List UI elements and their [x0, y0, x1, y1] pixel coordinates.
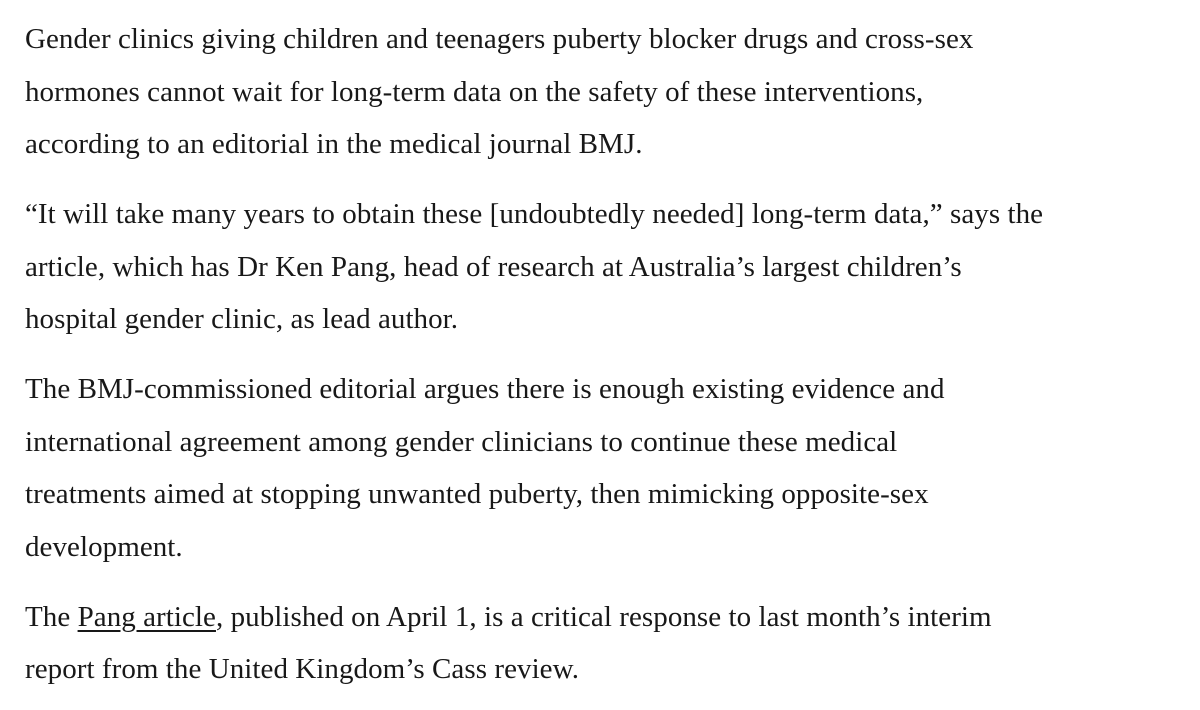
- text-line: hospital gender clinic, as lead author.: [25, 303, 459, 335]
- text-line: international agreement among gender clinicians to continue these medical: [25, 425, 898, 458]
- text-segment: The: [25, 600, 78, 633]
- text-line: report from the United Kingdom’s Cass review.: [25, 653, 580, 685]
- paragraph-3: [25, 363, 1200, 573]
- text-line: Gender clinics giving children and teenagers puberty blocker drugs and cross-sex: [25, 23, 974, 55]
- pang-article-link[interactable]: Pang article: [77, 600, 216, 633]
- text-line: treatments aimed at stopping unwanted puberty, then mimicking opposite-sex: [25, 478, 929, 510]
- text-line: development.: [25, 530, 183, 563]
- text-line: hormones cannot wait for long-term data on the safety of these interventions,: [25, 75, 924, 108]
- text-line: according to an editorial in the medical journal BMJ.: [25, 128, 643, 160]
- text-line: “It will take many years to obtain these [undoubtedly needed] long-term data,” says the: [25, 198, 1044, 230]
- paragraph-2: [25, 188, 1200, 346]
- text-line: The BMJ-commissioned editorial argues there is enough existing evidence and: [25, 373, 945, 405]
- text-line: article, which has Dr Ken Pang, head of research at Australia’s largest children’s: [25, 250, 962, 283]
- paragraph-1: [25, 13, 1200, 171]
- paragraph-4: [25, 591, 1200, 696]
- text-line: [25, 591, 1200, 644]
- text-segment: , published on April 1, is a critical response to last month’s interim: [215, 600, 992, 633]
